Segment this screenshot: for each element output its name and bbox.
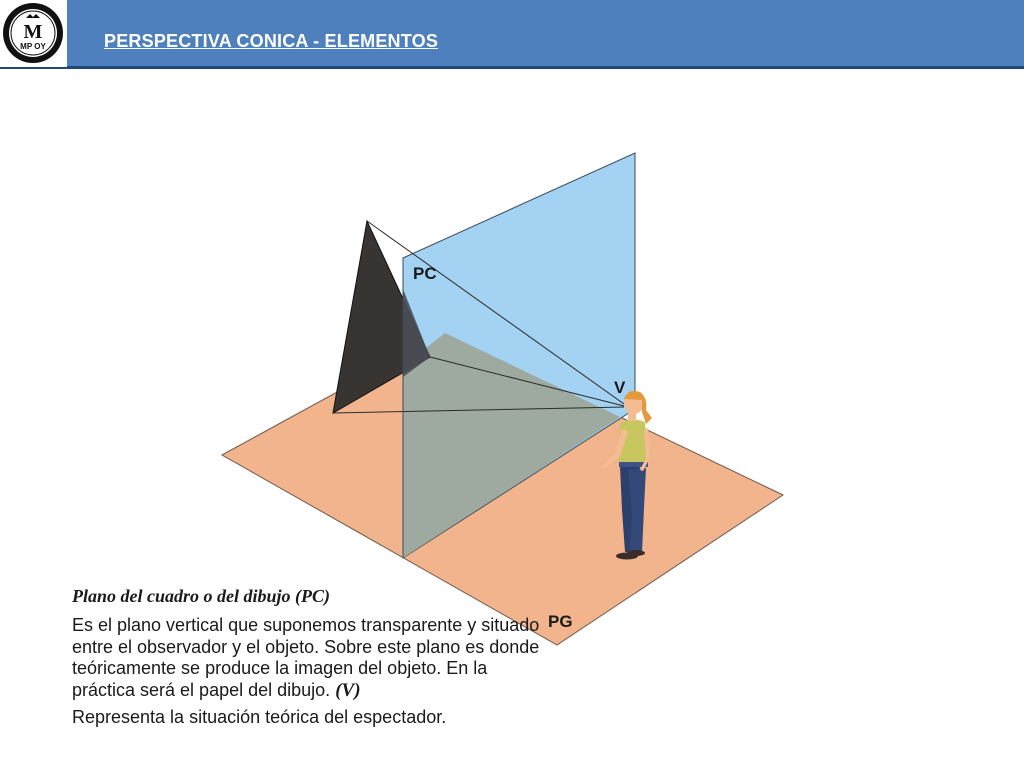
description-heading: Plano del cuadro o del dibujo (PC) — [72, 586, 330, 606]
label-pg: PG — [548, 612, 573, 631]
svg-text:MP OY: MP OY — [20, 42, 46, 51]
viewpoint-heading: (V) — [335, 679, 361, 701]
page-title: PERSPECTIVA CONICA - ELEMENTOS — [104, 31, 439, 51]
description-paragraph: Es el plano vertical que suponemos transparente y situado entre el observador y el objeto. Sobre este plano es donde teóricamente se produce la imagen del objeto. En la práctica será el papel del dibujo. (V) — [72, 615, 540, 701]
description-block — [72, 586, 542, 728]
viewpoint-paragraph: Representa la situación teórica del espectador. — [72, 707, 447, 727]
label-v: V — [614, 378, 626, 397]
svg-text:M: M — [23, 21, 43, 43]
label-pc: PC — [413, 264, 437, 283]
